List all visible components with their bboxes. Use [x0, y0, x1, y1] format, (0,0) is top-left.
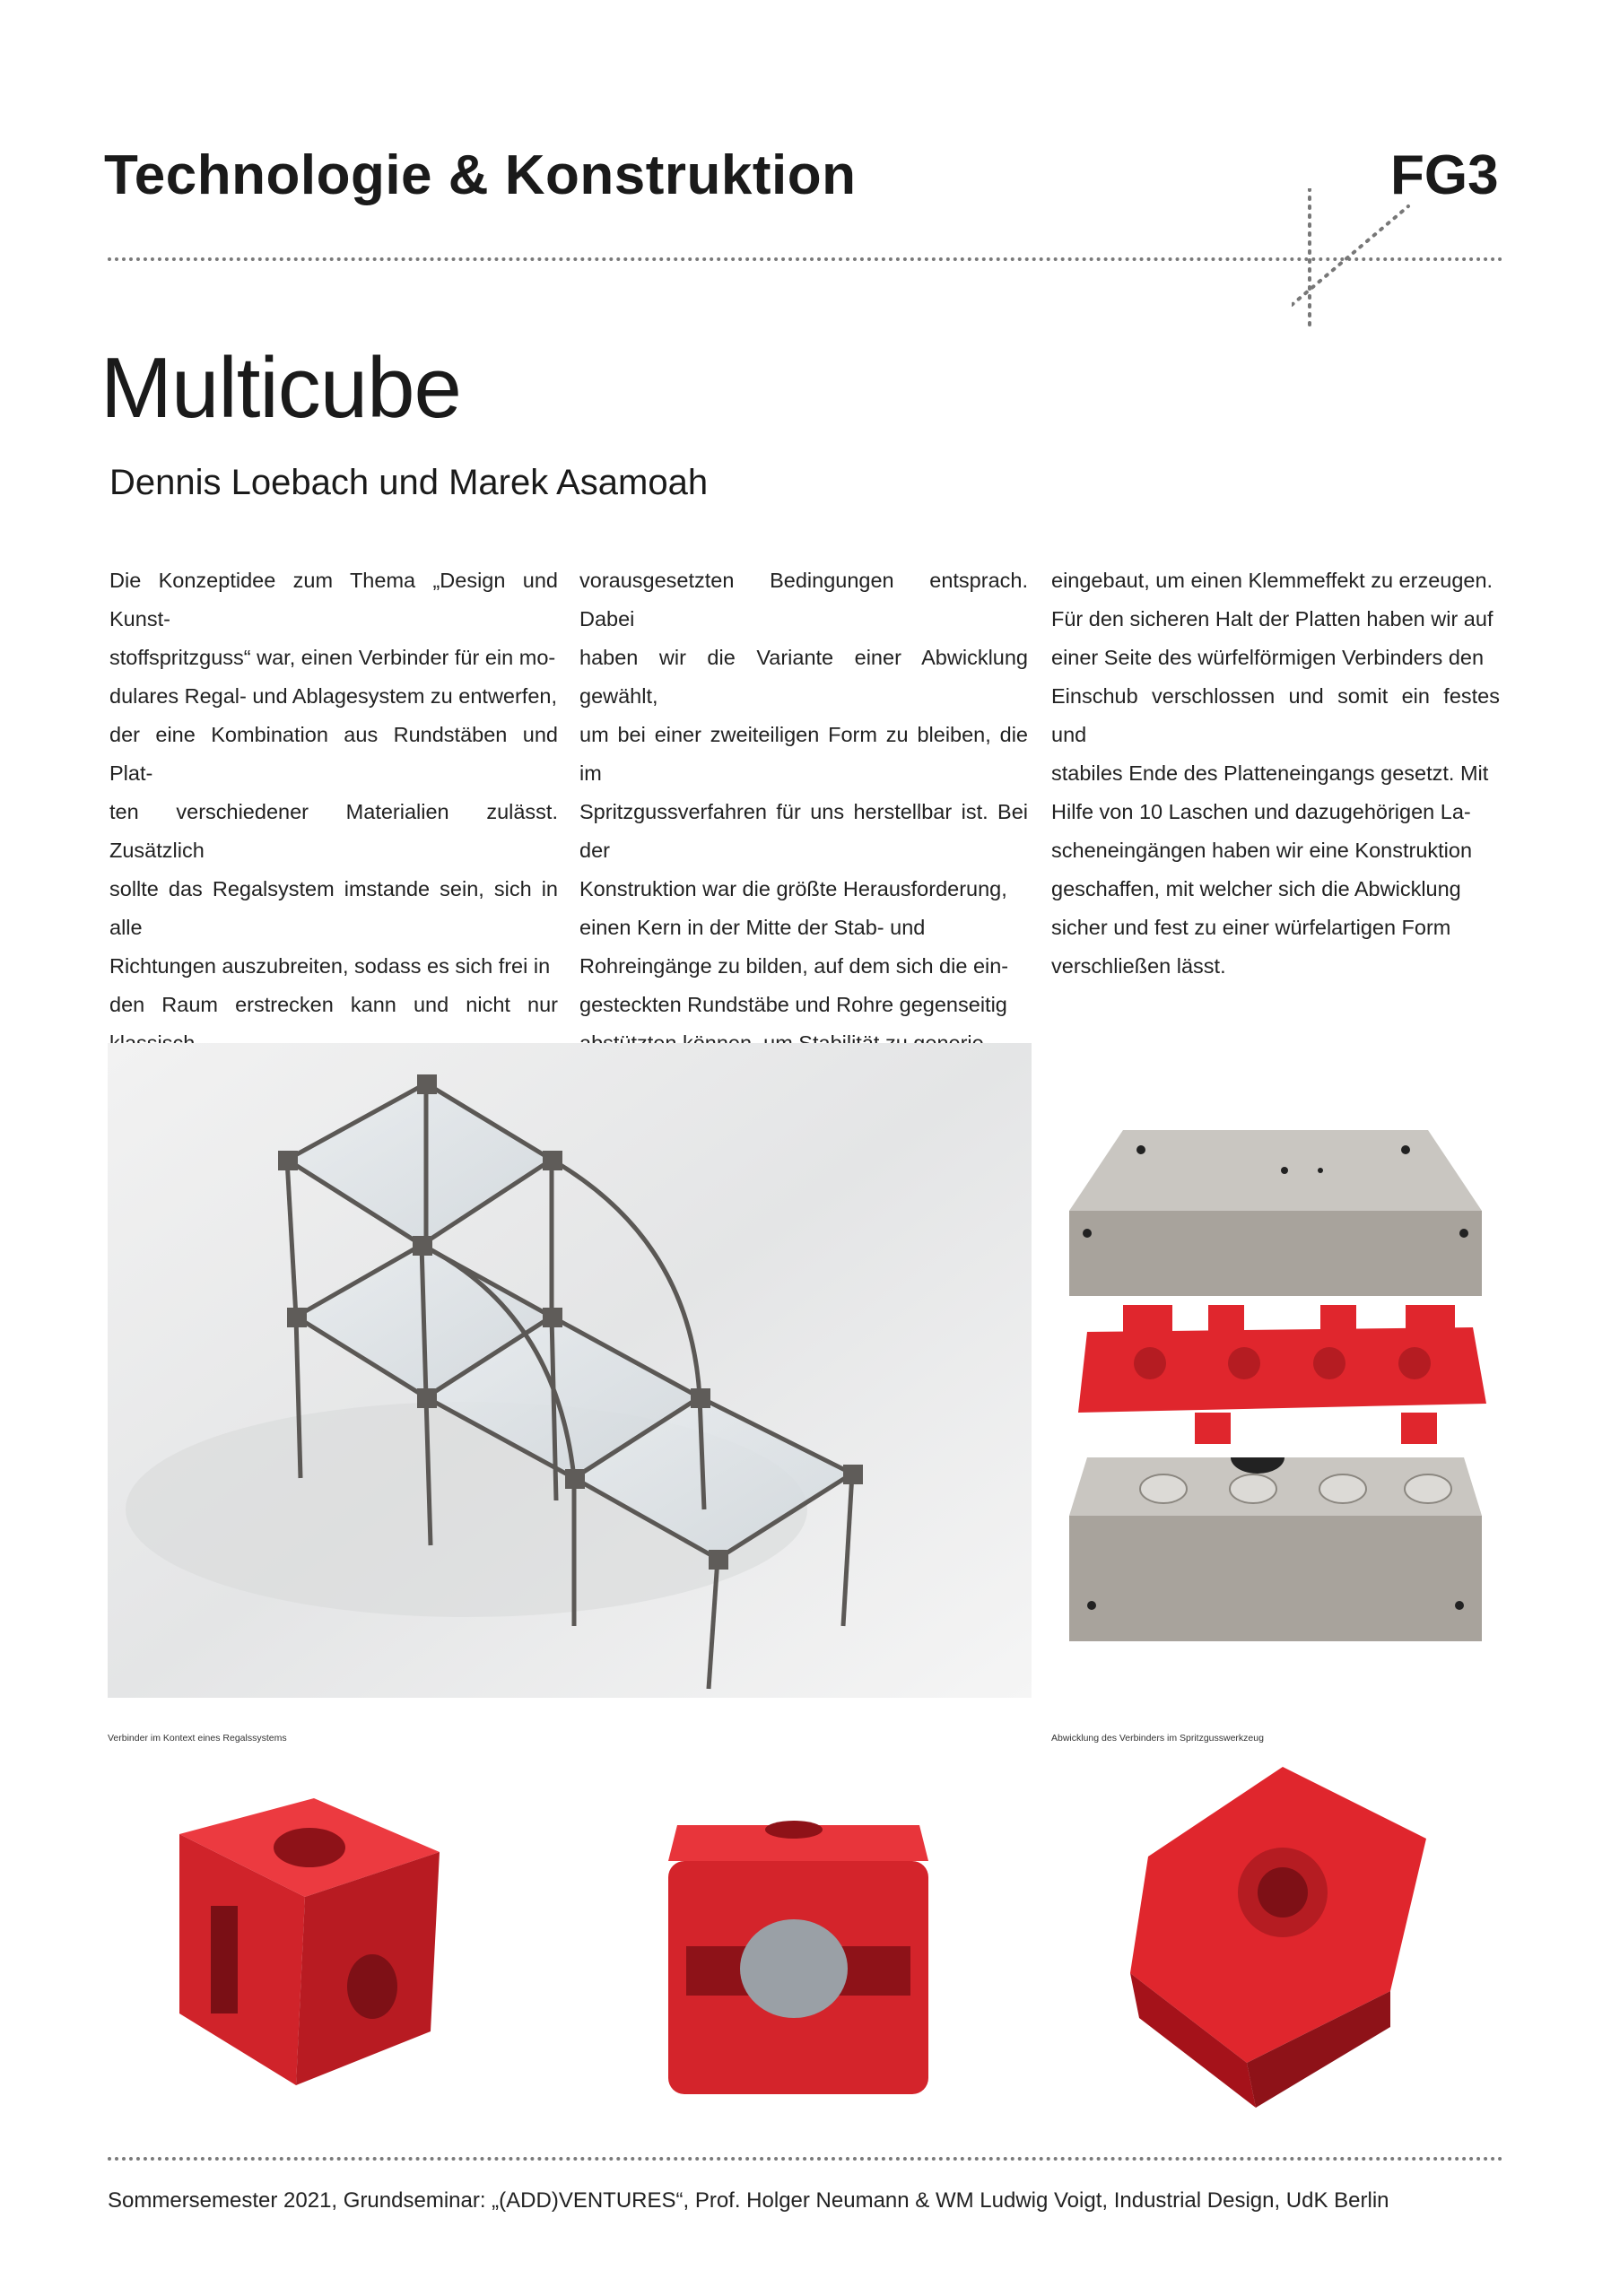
text-line: einer Seite des würfelförmigen Verbinders den: [1051, 646, 1485, 669]
text-line: Spritzgussverfahren für uns herstellbar ist. Bei der: [579, 800, 1028, 862]
cube-render-image-1: [161, 1780, 457, 2094]
text-line: Konstruktion war die größte Herausforderung,: [579, 877, 1007, 900]
text-line: eingebaut, um einen Klemmeffekt zu erzeugen.: [1051, 569, 1493, 592]
mold-render-image: [1051, 1103, 1500, 1641]
text-line: Rohreingänge zu bilden, auf dem sich die ein-: [579, 954, 1009, 978]
cube-render-image-2: [659, 1789, 946, 2103]
text-line: dulares Regal- und Ablagesystem zu entwerfen,: [109, 684, 558, 708]
text-line: stoffspritzguss“ war, einen Verbinder für ein mo-: [109, 646, 556, 669]
text-line: Richtungen auszubreiten, sodass es sich frei in: [109, 954, 551, 978]
text-line: sicher und fest zu einer würfelartigen Form: [1051, 916, 1451, 939]
cube-render-image-3: [1121, 1758, 1444, 2117]
bottom-divider: [108, 2157, 1503, 2161]
text-line: den Raum erstrecken kann und nicht nur: [109, 993, 558, 1016]
text-line: scheneingängen haben wir eine Konstruktion: [1051, 839, 1473, 862]
text-line: Für den sicheren Halt der Platten haben wir auf: [1051, 607, 1493, 631]
authors: Dennis Loebach und Marek Asamoah: [109, 463, 709, 502]
text-line: geschaffen, mit welcher sich die Abwicklung: [1051, 877, 1461, 900]
text-line: der eine Kombination aus Rundstäben und Plat-: [109, 723, 558, 785]
text-line: sollte das Regalsystem imstande sein, sich in alle: [109, 877, 558, 939]
caption-mold: Abwicklung des Verbinders im Spritzgusswerkzeug: [1051, 1733, 1264, 1744]
text-line: Hilfe von 10 Laschen und dazugehörigen La-: [1051, 800, 1471, 823]
section-title: Technologie & Konstruktion: [104, 144, 857, 206]
text-line: Einschub verschlossen und somit ein festes und: [1051, 684, 1500, 746]
text-line: Die Konzeptidee zum Thema „Design und Kunst-: [109, 569, 558, 631]
caption-shelf: Verbinder im Kontext eines Regalssystems: [108, 1733, 287, 1744]
text-line: vorausgesetzten Bedingungen entsprach. Dabei: [579, 569, 1028, 631]
text-line: verschließen lässt.: [1051, 954, 1226, 978]
text-column-3: [1051, 561, 1500, 986]
text-line: einen Kern in der Mitte der Stab- und: [579, 916, 926, 939]
text-line: gesteckten Rundstäbe und Rohre gegenseitig: [579, 993, 1007, 1016]
shelf-render-image: [108, 1043, 1032, 1698]
text-line: stabiles Ende des Platteneingangs gesetzt. Mit: [1051, 761, 1489, 785]
text-line: ten verschiedener Materialien zulässt. Zusätzlich: [109, 800, 558, 862]
section-code: FG3: [1390, 144, 1499, 206]
footer-credits: Sommersemester 2021, Grundseminar: „(ADD)VENTURES“, Prof. Holger Neumann & WM Ludwig Voigt, Industrial Design, UdK Berlin: [108, 2188, 1389, 2213]
text-line: haben wir die Variante einer Abwicklung gewählt,: [579, 646, 1028, 708]
top-divider: [108, 257, 1503, 261]
text-line: um bei einer zweiteiligen Form zu bleiben, die im: [579, 723, 1028, 785]
project-title: Multicube: [100, 340, 461, 436]
